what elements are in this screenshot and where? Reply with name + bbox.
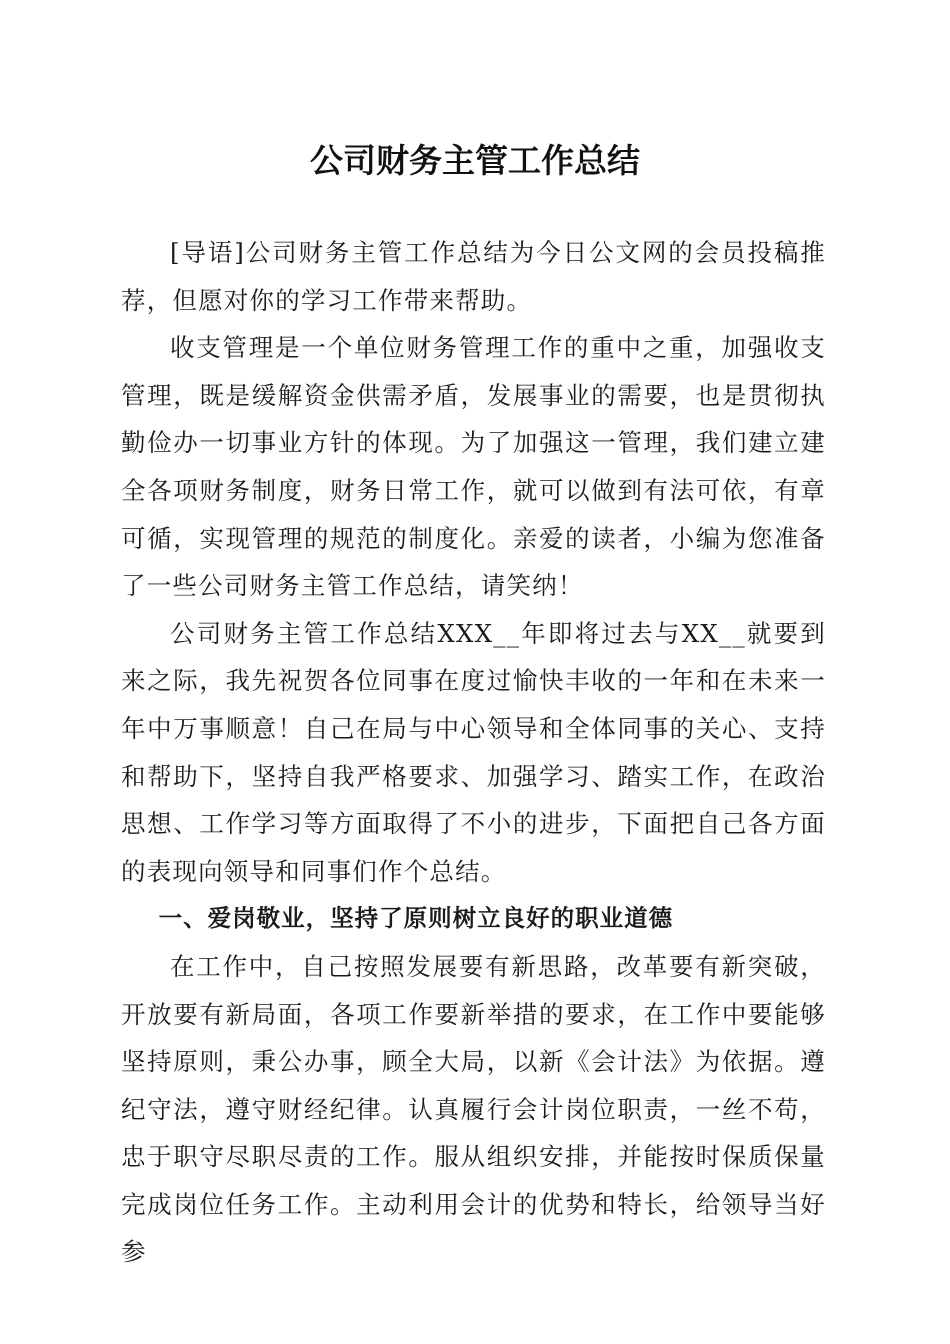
paragraph-summary-opening: 公司财务主管工作总结XXX__年即将过去与XX__就要到来之际，我先祝贺各位同事在度过愉快丰收的一年和在未来一年中万事顺意！自己在局与中心领导和全体同事的关心、支持和帮助下，坚持自我严格要求、加强学习、踏实工作，在政治思想、工作学习等方面取得了不小的进步，下面把自己各方面的表现向领导和同事们作个总结。: [121, 618, 826, 886]
paragraph-income-expense: 收支管理是一个单位财务管理工作的重中之重，加强收支管理，既是缓解资金供需矛盾，发展事业的需要，也是贯彻执勤俭办一切事业方针的体现。为了加强这一管理，我们建立建全各项财务制度，财务日常工作，就可以做到有法可依，有章可循，实现管理的规范的制度化。亲爱的读者，小编为您准备了一些公司财务主管工作总结，请笑纳！: [121, 333, 826, 601]
document-body: [121, 229, 826, 1276]
document-title: 公司财务主管工作总结: [310, 141, 640, 180]
paragraph-intro: [导语]公司财务主管工作总结为今日公文网的会员投稿推荐，但愿对你的学习工作带来帮助。: [121, 238, 826, 315]
paragraph-work-principles: 在工作中，自己按照发展要有新思路，改革要有新突破，开放要有新局面，各项工作要新举措的要求，在工作中要能够坚持原则，秉公办事，顾全大局，以新《会计法》为依据。遵纪守法，遵守财经纪律。认真履行会计岗位职责，一丝不苟，忠于职守尽职尽责的工作。服从组织安排，并能按时保质保量完成岗位任务工作。主动利用会计的优势和特长，给领导当好参: [121, 951, 826, 1267]
section-heading-1: 一、爱岗敬业，坚持了原则树立良好的职业道德: [158, 904, 674, 933]
